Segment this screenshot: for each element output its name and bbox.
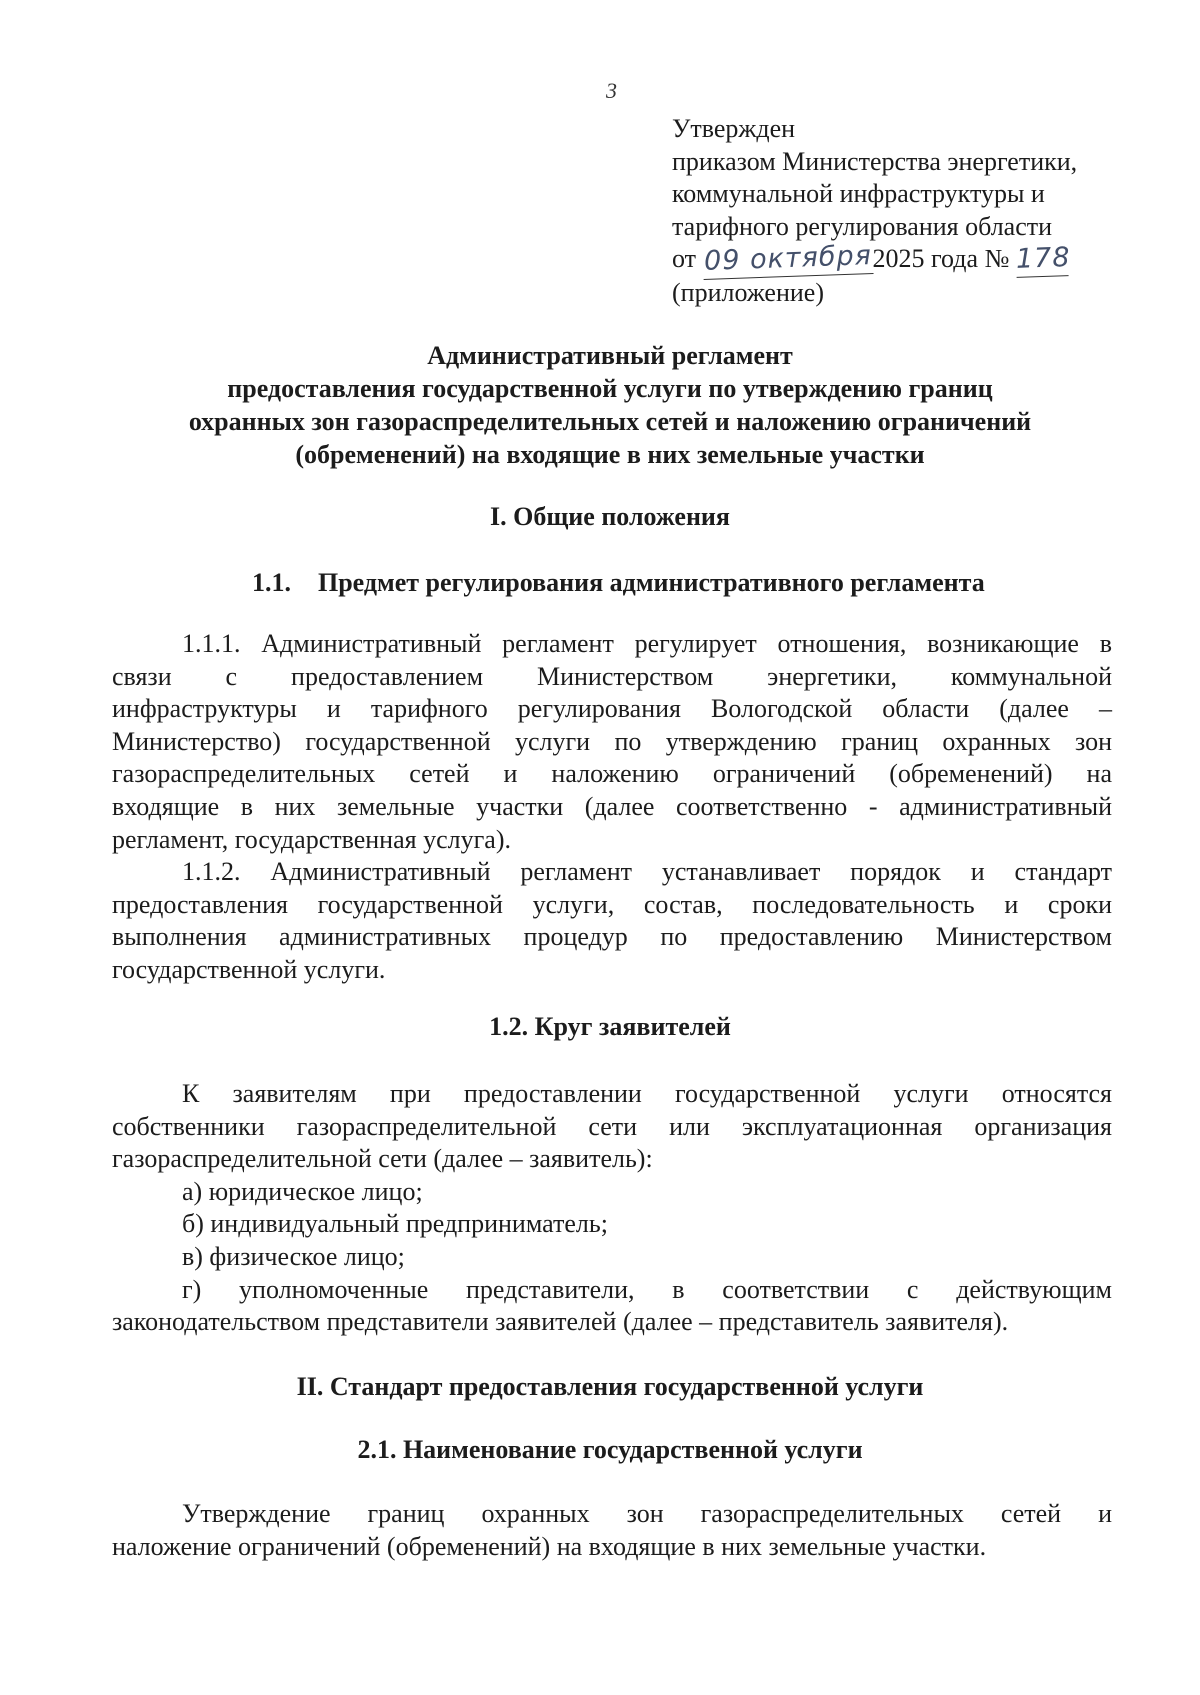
paragraph-line: собственники газораспределительной сети или эксплуатационная организация <box>112 1111 1112 1141</box>
subsection-1-1-title: Предмет регулирования административного регламента <box>318 568 985 597</box>
approval-line-1: Утвержден <box>672 114 796 143</box>
section-2-heading: II. Стандарт предоставления государственной услуги <box>296 1372 924 1401</box>
paragraph-1-1-1 <box>112 628 1112 856</box>
paragraph-line: Утверждение границ охранных зон газораспределительных сетей и <box>182 1499 1112 1528</box>
paragraph-2-1 <box>112 1498 1112 1563</box>
list-item: в) физическое лицо; <box>182 1241 405 1271</box>
paragraph-line: 1.1.2. Административный регламент устанавливает порядок и стандарт <box>182 857 1112 886</box>
paragraph-line: газораспределительных сетей и наложению ограничений (обременений) на <box>112 759 1112 789</box>
approval-line-5 <box>672 240 1112 277</box>
subsection-1-1-heading <box>252 566 1112 599</box>
title-line-3: охранных зон газораспределительных сетей и наложению ограничений <box>188 407 1032 436</box>
title-line-2: предоставления государственной услуги по утверждению границ <box>227 374 993 403</box>
paragraph-line: выполнения административных процедур по предоставлению Министерством <box>112 922 1112 952</box>
page-number: 3 <box>606 78 617 103</box>
paragraph-line: газораспределительной сети (далее – заявитель): <box>112 1144 653 1174</box>
title-line-1: Административный регламент <box>427 341 793 370</box>
paragraph-line: регламент, государственная услуга). <box>112 824 511 854</box>
paragraph-1-2 <box>112 1078 1112 1339</box>
handwritten-date: 09 октября <box>702 240 873 279</box>
paragraph-1-1-2 <box>112 856 1112 986</box>
subsection-1-1-number: 1.1. <box>252 568 291 597</box>
approval-line-2: приказом Министерства энергетики, <box>672 146 1078 176</box>
list-item: г) уполномоченные представители, в соответствии с действующим <box>182 1274 1112 1304</box>
paragraph-line: законодательством представители заявителей (далее – представитель заявителя). <box>112 1307 1009 1337</box>
paragraph-line: 1.1.1. Административный регламент регулирует отношения, возникающие в <box>182 629 1112 658</box>
paragraph-line: связи с предоставлением Министерством энергетики, коммунальной <box>112 661 1112 691</box>
title-line-4: (обременений) на входящие в них земельные участки <box>295 440 925 469</box>
approval-stamp-block <box>672 113 1112 309</box>
paragraph-line: государственной услуги. <box>112 954 386 984</box>
paragraph-line: К заявителям при предоставлении государственной услуги относятся <box>182 1079 1112 1108</box>
approval-prefix: от <box>672 244 697 273</box>
paragraph-line: предоставления государственной услуги, состав, последовательность и сроки <box>112 889 1112 919</box>
paragraph-line: входящие в них земельные участки (далее соответственно - административный <box>112 791 1112 821</box>
approval-line-3: коммунальной инфраструктуры и <box>672 179 1045 208</box>
subsection-1-2-heading: 1.2. Круг заявителей <box>489 1012 731 1041</box>
approval-line-4: тарифного регулирования области <box>672 211 1053 241</box>
paragraph-line: наложение ограничений (обременений) на входящие в них земельные участки. <box>112 1531 987 1561</box>
list-item: б) индивидуальный предприниматель; <box>182 1209 608 1239</box>
section-1-heading: I. Общие положения <box>490 502 730 531</box>
document-title <box>110 339 1110 471</box>
paragraph-line: Министерство) государственной услуги по утверждению границ охранных зон <box>112 726 1112 756</box>
approval-line-6: (приложение) <box>672 277 825 307</box>
list-item: а) юридическое лицо; <box>182 1176 423 1206</box>
subsection-2-1-heading: 2.1. Наименование государственной услуги <box>357 1435 863 1464</box>
paragraph-line: инфраструктуры и тарифного регулирования Вологодской области (далее – <box>112 694 1112 724</box>
handwritten-order-number: 178 <box>1015 242 1068 277</box>
approval-year-text: 2025 года № <box>872 244 1010 273</box>
